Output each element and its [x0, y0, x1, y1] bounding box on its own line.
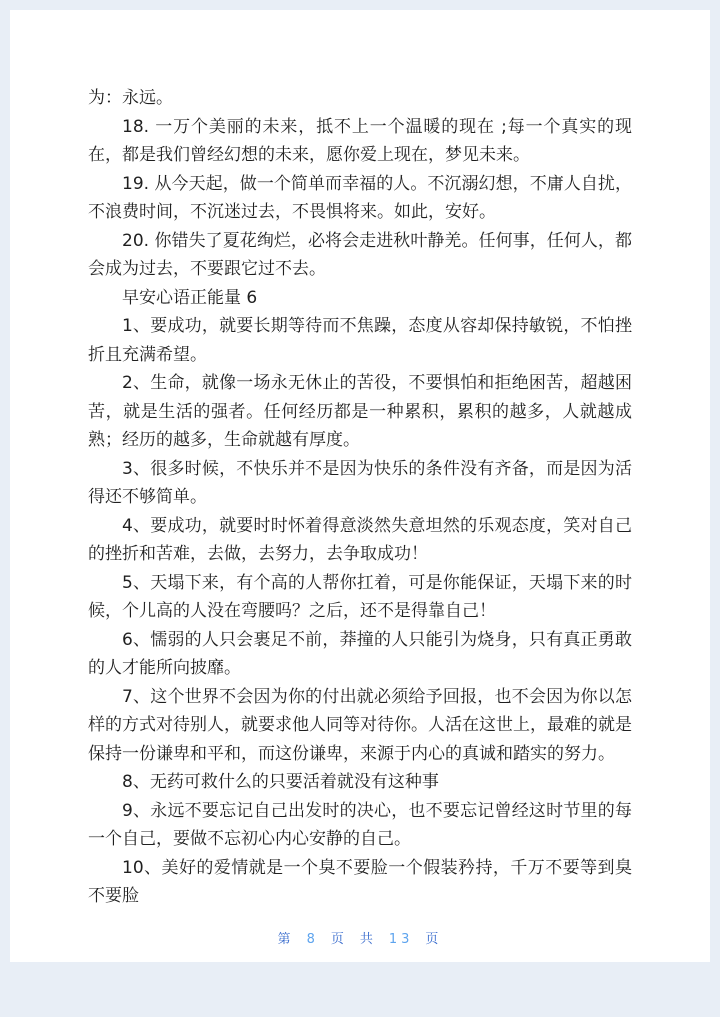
page-number-value: 8: [306, 932, 319, 947]
page-number-footer: [10, 932, 710, 948]
page-number-label: 页: [330, 932, 348, 947]
paragraph: 20. 你错失了夏花绚烂，必将会走进秋叶静羌。任何事，任何人，都会成为过去，不要跟它过不去。: [88, 230, 632, 279]
paragraph: 4、要成功，就要时时怀着得意淡然失意坦然的乐观态度，笑对自己的挫折和苦难，去做，去努力，去争取成功！: [88, 515, 632, 564]
page-number-value: 13: [388, 932, 414, 947]
paragraph: 为：永远。: [88, 88, 173, 108]
paragraph: 18. 一万个美丽的未来，抵不上一个温暖的现在 ;每一个真实的现在，都是我们曾经幻想的未来，愿你爱上现在，梦见未来。: [88, 116, 632, 165]
paragraph: 9、永远不要忘记自己出发时的决心，也不要忘记曾经这时节里的每一个自己，要做不忘初心内心安静的自己。: [88, 800, 632, 849]
page-number-label: 共: [359, 932, 377, 947]
document-body: [88, 84, 632, 911]
paragraph: 5、天塌下来，有个高的人帮你扛着，可是你能保证，天塌下来的时候，个儿高的人没在弯腰吗？之后，还不是得靠自己！: [88, 572, 632, 621]
paragraph: 6、懦弱的人只会裹足不前，莽撞的人只能引为烧身，只有真正勇敢的人才能所向披靡。: [88, 629, 632, 678]
paragraph: 7、这个世界不会因为你的付出就必须给予回报，也不会因为你以怎样的方式对待别人，就要求他人同等对待你。人活在这世上，最难的就是保持一份谦卑和平和，而这份谦卑，来源于内心的真诚和踏实的努力。: [88, 686, 632, 764]
page-number-label: 第: [277, 932, 295, 947]
document-page: [10, 10, 710, 962]
paragraph: 2、生命，就像一场永无休止的苦役，不要惧怕和拒绝困苦，超越困苦，就是生活的强者。任何经历都是一种累积，累积的越多，人就越成熟；经历的越多，生命就越有厚度。: [88, 373, 632, 450]
paragraph: 1、要成功，就要长期等待而不焦躁，态度从容却保持敏锐，不怕挫折且充满希望。: [88, 316, 632, 365]
paragraph: 8、无药可救什么的只要活着就没有这种事: [122, 772, 439, 792]
section-heading: 早安心语正能量 6: [122, 287, 258, 308]
page-number-label: 页: [425, 932, 443, 947]
paragraph: 19. 从今天起，做一个简单而幸福的人。不沉溺幻想，不庸人自扰，不浪费时间，不沉迷过去，不畏惧将来。如此，安好。: [88, 173, 632, 222]
paragraph: 3、很多时候，不快乐并不是因为快乐的条件没有齐备，而是因为活得还不够简单。: [88, 458, 632, 507]
paragraph: 10、美好的爱情就是一个臭不要脸一个假装矜持，千万不要等到臭不要脸: [88, 857, 632, 906]
